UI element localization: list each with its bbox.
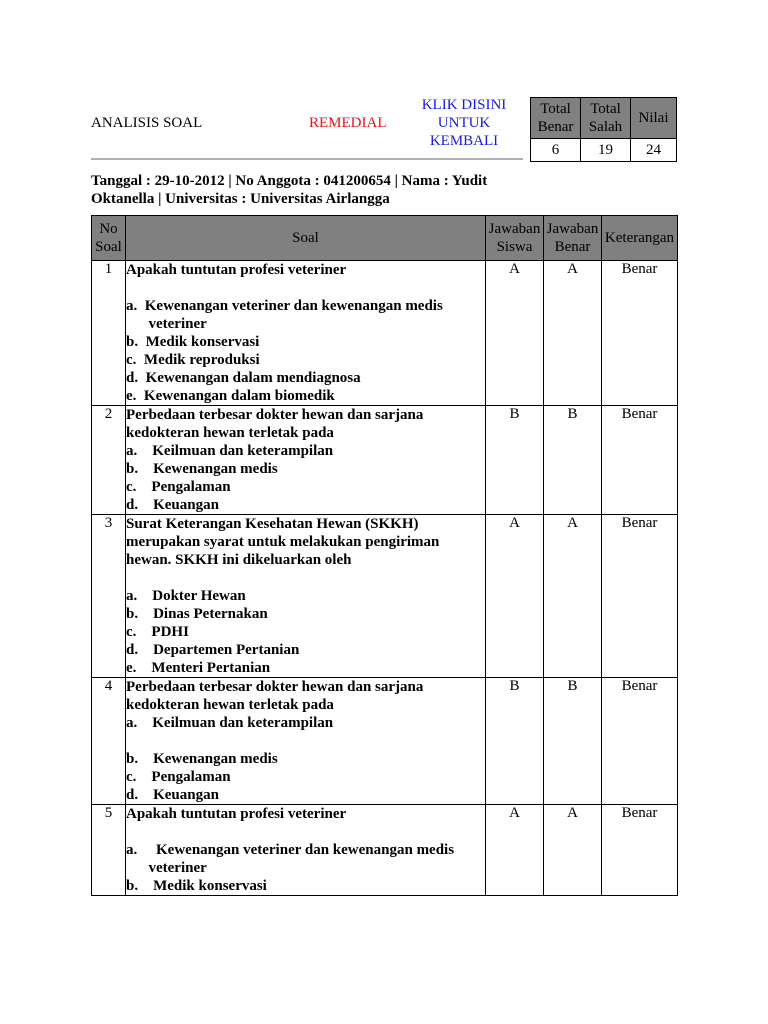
answer-option: c. Medik reproduksi xyxy=(126,352,260,368)
question-line: Perbedaan terbesar dokter hewan dan sarjana xyxy=(126,407,424,423)
participant-info xyxy=(91,172,531,208)
student-answer: B xyxy=(486,678,544,805)
answer-option: d. Departemen Pertanian xyxy=(126,642,300,658)
result-label: Benar xyxy=(602,678,678,805)
question-row xyxy=(92,406,678,515)
nilai-value: 24 xyxy=(631,139,677,162)
answer-option: a. Keilmuan dan keterampilan xyxy=(126,443,334,459)
question-line: Perbedaan terbesar dokter hewan dan sarjana xyxy=(126,679,424,695)
answer-option: b. Medik konservasi xyxy=(126,878,267,894)
question-text xyxy=(126,678,486,805)
total-salah-value: 19 xyxy=(581,139,631,162)
spacer xyxy=(126,823,485,841)
total-benar-value: 6 xyxy=(531,139,581,162)
answer-option: d. Kewenangan dalam mendiagnosa xyxy=(126,370,361,386)
col-jawaban-siswa-header: Jawaban Siswa xyxy=(486,216,544,261)
back-link-line: KEMBALI xyxy=(429,133,499,149)
spacer xyxy=(126,732,485,750)
spacer xyxy=(126,569,485,587)
answer-option: c. PDHI xyxy=(126,624,189,640)
question-number: 2 xyxy=(92,406,126,515)
question-row xyxy=(92,678,678,805)
question-line: merupakan syarat untuk melakukan pengiriman xyxy=(126,534,440,550)
answer-option: d. Keuangan xyxy=(126,787,219,803)
header-divider xyxy=(91,158,523,160)
answer-option: a. Kewenangan veteriner dan kewenangan medis veteriner xyxy=(126,842,455,876)
result-label: Benar xyxy=(602,261,678,406)
student-answer: B xyxy=(486,406,544,515)
col-soal-header: Soal xyxy=(126,216,486,261)
correct-answer: A xyxy=(544,261,602,406)
student-answer: A xyxy=(486,805,544,896)
student-answer: A xyxy=(486,515,544,678)
question-text xyxy=(126,406,486,515)
question-line: Surat Keterangan Kesehatan Hewan (SKKH) xyxy=(126,516,419,532)
result-label: Benar xyxy=(602,406,678,515)
answer-option: b. Kewenangan medis xyxy=(126,461,278,477)
info-line: Tanggal : 29-10-2012 | No Anggota : 041200654 | Nama : Yudit xyxy=(91,173,488,189)
result-label: Benar xyxy=(602,515,678,678)
student-answer: A xyxy=(486,261,544,406)
answer-option: b. Medik konservasi xyxy=(126,334,260,350)
question-text xyxy=(126,515,486,678)
answer-option: e. Kewenangan dalam biomedik xyxy=(126,388,335,404)
col-no-header: No Soal xyxy=(92,216,126,261)
correct-answer: A xyxy=(544,805,602,896)
question-line: kedokteran hewan terletak pada xyxy=(126,425,334,441)
answer-option: b. Kewenangan medis xyxy=(126,751,278,767)
result-label: Benar xyxy=(602,805,678,896)
question-number: 4 xyxy=(92,678,126,805)
question-row xyxy=(92,515,678,678)
info-line: Oktanella | Universitas : Universitas Airlangga xyxy=(91,191,390,207)
total-benar-header: Total Benar xyxy=(531,98,581,139)
back-link[interactable] xyxy=(414,96,514,150)
col-jawaban-benar-header: Jawaban Benar xyxy=(544,216,602,261)
question-line: Apakah tuntutan profesi veteriner xyxy=(126,806,347,822)
correct-answer: B xyxy=(544,406,602,515)
answer-option: e. Menteri Pertanian xyxy=(126,660,271,676)
total-salah-header: Total Salah xyxy=(581,98,631,139)
question-number: 1 xyxy=(92,261,126,406)
answer-option: b. Dinas Peternakan xyxy=(126,606,268,622)
answer-option: a. Kewenangan veteriner dan kewenangan medis veteriner xyxy=(126,298,443,332)
col-keterangan-header: Keterangan xyxy=(602,216,678,261)
question-number: 3 xyxy=(92,515,126,678)
question-row xyxy=(92,261,678,406)
question-text xyxy=(126,805,486,896)
answer-table xyxy=(91,215,678,896)
answer-option: d. Keuangan xyxy=(126,497,219,513)
page-title: ANALISIS SOAL xyxy=(91,115,203,131)
answer-option: c. Pengalaman xyxy=(126,769,231,785)
correct-answer: A xyxy=(544,515,602,678)
question-line: Apakah tuntutan profesi veteriner xyxy=(126,262,347,278)
back-link-line: KLIK DISINI xyxy=(421,97,507,113)
answer-option: a. Dokter Hewan xyxy=(126,588,246,604)
remedial-link[interactable]: REMEDIAL xyxy=(309,115,387,131)
question-text xyxy=(126,261,486,406)
score-summary xyxy=(530,97,677,162)
nilai-header: Nilai xyxy=(631,98,677,139)
correct-answer: B xyxy=(544,678,602,805)
back-link-line: UNTUK xyxy=(437,115,491,131)
spacer xyxy=(126,279,485,297)
answer-option: a. Keilmuan dan keterampilan xyxy=(126,715,334,731)
question-number: 5 xyxy=(92,805,126,896)
question-row xyxy=(92,805,678,896)
question-line: kedokteran hewan terletak pada xyxy=(126,697,334,713)
question-line: hewan. SKKH ini dikeluarkan oleh xyxy=(126,552,352,568)
answer-option: c. Pengalaman xyxy=(126,479,231,495)
